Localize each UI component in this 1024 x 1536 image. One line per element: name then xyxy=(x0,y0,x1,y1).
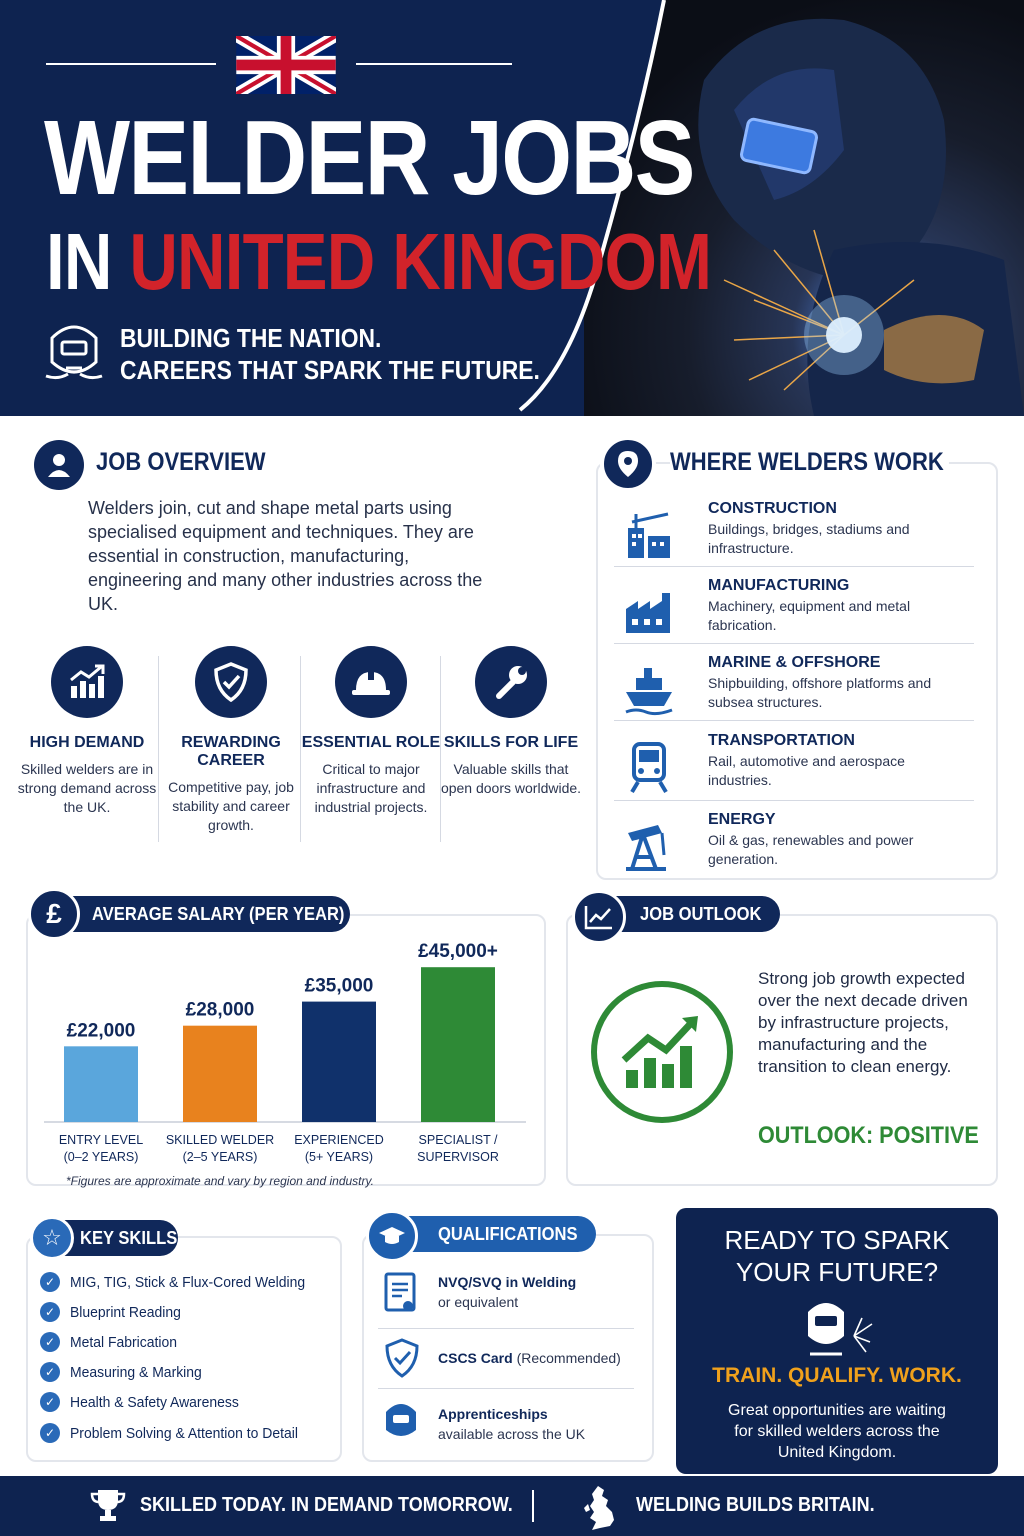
skill-text: Health & Safety Awareness xyxy=(70,1393,239,1411)
footer-divider xyxy=(532,1490,534,1522)
check-icon: ✓ xyxy=(40,1362,60,1382)
oil-pump-icon xyxy=(622,819,676,873)
where-heading: WHERE WELDERS WORK xyxy=(670,448,949,477)
salary-bar xyxy=(302,1002,376,1122)
salary-category-label: (5+ YEARS) xyxy=(304,1150,374,1164)
salary-bar xyxy=(183,1026,257,1122)
trophy-icon xyxy=(90,1488,126,1524)
pound-icon: £ xyxy=(28,888,80,940)
cta-text: Great opportunities are waiting for skilled welders across the United Kingdom. xyxy=(728,1402,946,1461)
cta-title xyxy=(676,1224,998,1288)
feature-high-demand xyxy=(16,646,158,817)
overview-text: Welders join, cut and shape metal parts using specialised equipment and techniques. They are essential in construction, manufacturing, engineering and many other industries across the UK. xyxy=(88,498,483,614)
union-jack-flag-icon xyxy=(236,36,336,94)
feature-title: HIGH DEMAND xyxy=(29,734,145,751)
salary-category-label: SKILLED WELDER xyxy=(165,1133,275,1147)
feature-divider xyxy=(158,656,159,842)
outlook-status: OUTLOOK: POSITIVE xyxy=(758,1122,979,1149)
header-rule-left xyxy=(46,63,216,65)
footer-right-text: WELDING BUILDS BRITAIN. xyxy=(636,1494,875,1516)
feature-desc: Competitive pay, job stability and career growth. xyxy=(168,779,294,833)
skills-heading xyxy=(56,1220,178,1256)
feature-desc: Skilled welders are in strong demand across the UK. xyxy=(17,761,157,815)
where-divider xyxy=(614,800,974,801)
factory-icon xyxy=(622,585,676,639)
qualification-title: NVQ/SVQ in Welding xyxy=(438,1274,577,1290)
trend-chart-icon xyxy=(572,890,626,944)
where-item-desc: Buildings, bridges, stadiums and infrastructure. xyxy=(708,521,910,556)
qualification-title: Apprenticeships xyxy=(438,1406,548,1422)
chart-up-icon xyxy=(51,646,123,718)
feature-title: ESSENTIAL ROLE xyxy=(301,734,441,751)
skill-text: MIG, TIG, Stick & Flux-Cored Welding xyxy=(70,1273,306,1291)
where-item-transportation xyxy=(614,732,974,810)
feature-title: REWARDING CAREER xyxy=(181,734,281,769)
qualification-item xyxy=(438,1272,576,1312)
qualification-desc: (Recommended) xyxy=(516,1350,621,1366)
salary-bar-chart xyxy=(26,930,546,1174)
salary-category-label: SUPERVISOR xyxy=(417,1150,499,1164)
shield-check-icon xyxy=(195,646,267,718)
skill-item xyxy=(40,1332,185,1352)
footer-left-text: SKILLED TODAY. IN DEMAND TOMORROW. xyxy=(140,1494,513,1516)
qualification-title: CSCS Card xyxy=(438,1350,513,1366)
skill-text: Measuring & Marking xyxy=(70,1363,202,1381)
welding-helmet-icon xyxy=(382,1398,420,1442)
skill-text: Blueprint Reading xyxy=(70,1303,181,1321)
footer-bar xyxy=(0,1476,1024,1536)
shield-check-icon xyxy=(384,1338,420,1378)
salary-bar-label: £28,000 xyxy=(185,999,255,1021)
salary-note: *Figures are approximate and vary by region and industry. xyxy=(66,1174,374,1188)
cta-slogan: TRAIN. QUALIFY. WORK. xyxy=(712,1364,962,1387)
qualification-desc: available across the UK xyxy=(438,1426,586,1442)
skill-item xyxy=(40,1423,315,1443)
where-divider xyxy=(614,643,974,644)
salary-bar xyxy=(64,1046,138,1122)
salary-category-label: ENTRY LEVEL xyxy=(58,1133,144,1147)
salary-heading xyxy=(54,896,350,932)
overview-user-icon xyxy=(34,440,84,490)
cta-title-line-1: READY TO SPARK xyxy=(724,1225,950,1255)
where-item-title: CONSTRUCTION xyxy=(708,500,837,517)
feature-rewarding-career xyxy=(160,646,302,835)
qualifications-heading xyxy=(398,1216,596,1252)
where-item-desc: Machinery, equipment and metal fabrication. xyxy=(708,598,911,633)
feature-essential-role xyxy=(300,646,442,817)
qualification-desc: or equivalent xyxy=(438,1294,519,1310)
where-item-desc: Rail, automotive and aerospace industries. xyxy=(708,753,905,788)
skill-item xyxy=(40,1302,189,1322)
skill-item xyxy=(40,1272,323,1292)
where-divider xyxy=(614,720,974,721)
salary-bar xyxy=(421,967,495,1122)
graduation-cap-icon xyxy=(366,1210,418,1262)
feature-desc: Critical to major infrastructure and industrial projects. xyxy=(314,761,428,815)
header-banner xyxy=(0,0,1024,416)
check-icon: ✓ xyxy=(40,1423,60,1443)
salary-bar-label: £35,000 xyxy=(304,975,374,997)
salary-bar-label: £22,000 xyxy=(66,1020,136,1042)
qualification-divider xyxy=(378,1328,634,1329)
welding-helmet-icon xyxy=(44,318,104,384)
overview-heading: JOB OVERVIEW xyxy=(96,448,266,476)
cta-title-line-2: YOUR FUTURE? xyxy=(735,1257,939,1287)
where-item-title: ENERGY xyxy=(708,811,776,828)
check-icon: ✓ xyxy=(40,1272,60,1292)
where-item-energy xyxy=(614,811,974,889)
qualifications-heading-text: QUALIFICATIONS xyxy=(438,1224,578,1244)
page-title: WELDER JOBS xyxy=(44,99,694,217)
ship-icon xyxy=(622,662,676,716)
check-icon: ✓ xyxy=(40,1392,60,1412)
feature-title: SKILLS FOR LIFE xyxy=(443,734,579,751)
hard-hat-icon xyxy=(335,646,407,718)
qualification-item xyxy=(438,1348,621,1368)
skill-item xyxy=(40,1362,212,1382)
title-in: IN xyxy=(46,217,112,306)
salary-category-label: EXPERIENCED xyxy=(294,1133,384,1147)
location-pin-icon xyxy=(600,436,656,492)
feature-desc: Valuable skills that open doors worldwide. xyxy=(440,761,582,796)
where-item-title: MARINE & OFFSHORE xyxy=(708,654,881,671)
header-tagline xyxy=(120,322,540,386)
qualification-item xyxy=(438,1404,585,1444)
where-divider xyxy=(614,566,974,567)
outlook-text: Strong job growth expected over the next decade driven by infrastructure projects, manufacturing and the transition to clean energy. xyxy=(758,969,968,1076)
welder-helmet-icon xyxy=(800,1296,874,1356)
header-rule-right xyxy=(356,63,512,65)
salary-bar-label: £45,000+ xyxy=(418,941,498,963)
growth-chart-icon xyxy=(588,978,736,1126)
construction-icon xyxy=(622,508,676,562)
skill-item xyxy=(40,1392,252,1412)
where-item-desc: Oil & gas, renewables and power generation. xyxy=(708,832,914,867)
where-item-title: MANUFACTURING xyxy=(708,577,850,594)
check-icon: ✓ xyxy=(40,1302,60,1322)
where-item-title: TRANSPORTATION xyxy=(708,732,855,749)
qualification-divider xyxy=(378,1388,634,1389)
where-item-desc: Shipbuilding, offshore platforms and subsea structures. xyxy=(708,675,932,710)
star-icon: ☆ xyxy=(30,1216,74,1260)
skills-heading-text: KEY SKILLS xyxy=(80,1228,178,1248)
train-icon xyxy=(622,740,676,794)
salary-category-label: (2–5 YEARS) xyxy=(182,1150,258,1164)
check-icon: ✓ xyxy=(40,1332,60,1352)
salary-heading-text: AVERAGE SALARY (PER YEAR) xyxy=(92,904,345,924)
feature-skills-for-life xyxy=(440,646,582,798)
salary-category-label: (0–2 YEARS) xyxy=(63,1150,139,1164)
skill-text: Problem Solving & Attention to Detail xyxy=(70,1424,298,1442)
call-to-action-panel xyxy=(676,1208,998,1474)
outlook-heading-text: JOB OUTLOOK xyxy=(640,904,762,924)
certificate-icon xyxy=(382,1272,420,1318)
skill-text: Metal Fabrication xyxy=(70,1333,178,1351)
uk-map-icon xyxy=(580,1484,620,1532)
title-country: UNITED KINGDOM xyxy=(129,217,712,306)
outlook-heading xyxy=(604,896,780,932)
page-subtitle xyxy=(46,216,711,308)
tagline-line-1: BUILDING THE NATION. xyxy=(120,323,382,353)
wrench-icon xyxy=(475,646,547,718)
salary-category-label: SPECIALIST / xyxy=(418,1133,498,1147)
tagline-line-2: CAREERS THAT SPARK THE FUTURE. xyxy=(120,355,540,385)
